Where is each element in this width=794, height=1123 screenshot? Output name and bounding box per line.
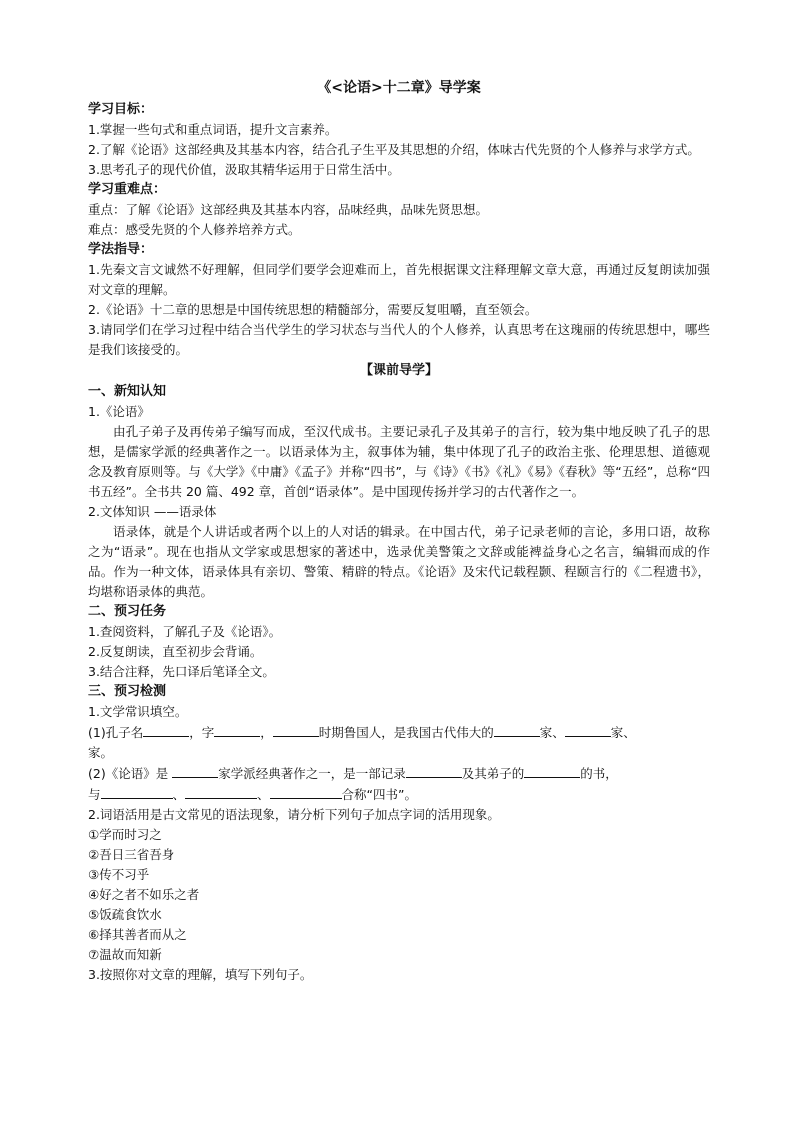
fill-blank[interactable] <box>406 763 462 778</box>
fill-blank[interactable] <box>524 763 580 778</box>
q2-item: ③传不习乎 <box>88 867 150 882</box>
q1a-text: 时期鲁国人，是我国古代伟大的 <box>318 725 494 740</box>
q1b-text: 与 <box>88 787 101 802</box>
q1b-text: 的书， <box>580 766 618 781</box>
q1b-text: 家学派经典著作之一，是一部记录 <box>218 766 406 781</box>
fill-blank[interactable] <box>273 722 319 737</box>
fill-blank[interactable] <box>101 784 173 799</box>
key-point-item: 重点：了解《论语》这部经典及其基本内容，品味经典，品味先贤思想。 <box>88 202 489 217</box>
q2-item: ④好之者不如乐之者 <box>88 887 200 902</box>
goal-item: 2.了解《论语》这部经典及其基本内容，结合孔子生平及其思想的介绍，体味古代先贤的个人修养与求学方式。 <box>88 142 700 157</box>
q2-title: 2.词语活用是古文常见的语法现象，请分析下列句子加点字词的活用现象。 <box>88 807 500 822</box>
q2-item: ②吾日三省吾身 <box>88 847 175 862</box>
sub1-title: 1.《论语》 <box>88 404 150 419</box>
q1b-text: 合称“四书”。 <box>341 787 417 802</box>
pre-study-heading: 【课前导学】 <box>359 363 438 378</box>
q1-part-a <box>88 722 710 763</box>
section2-heading: 二、预习任务 <box>88 604 167 619</box>
q1a-text: ， <box>260 725 273 740</box>
q1a-text: (1)孔子名 <box>88 725 144 740</box>
method-item: 2.《论语》十二章的思想是中国传统思想的精髓部分，需要反复咀嚼，直至领会。 <box>88 302 538 317</box>
q1-part-b <box>88 763 710 805</box>
sub2-title: 2.文体知识 ——语录体 <box>88 504 217 519</box>
q1a-text: 家、 <box>539 725 565 740</box>
fill-blank[interactable] <box>270 784 342 799</box>
methods-heading: 学法指导： <box>88 242 154 257</box>
fill-blank[interactable] <box>143 722 189 737</box>
q2-item: ⑤饭疏食饮水 <box>88 907 162 922</box>
goal-item: 3.思考孔子的现代价值，汲取其精华运用于日常生活中。 <box>88 162 400 177</box>
q3-title: 3.按照你对文章的理解，填写下列句子。 <box>88 967 313 982</box>
fill-blank[interactable] <box>494 722 540 737</box>
q1b-text: 及其弟子的 <box>461 766 525 781</box>
q1b-text: (2)《论语》是 <box>88 766 173 781</box>
document-page <box>88 78 710 985</box>
method-item: 1.先秦文言文诚然不好理解，但同学们要学会迎难而上，首先根据课文注释理解文章大意，再通过反复朗读加强对文章的理解。 <box>88 262 710 297</box>
sub1-text: 由孔子弟子及再传弟子编写而成，至汉代成书。主要记录孔子及其弟子的言行，较为集中地反映了孔子的思想，是儒家学派的经典著作之一。以语录体为主，叙事体为辅，集中体现了孔子的政治主张、伦理思想、道德观念及教育原则等。与《大学》《中庸》《孟子》并称“四书”，与《诗》《书》《礼》《易》《春秋》等“五经”，总称“四书五经”。全书共 20 篇、492 章，首创“语录体”。是中国现传扬并学习的古代著作之一。 <box>88 424 710 499</box>
goals-heading: 学习目标： <box>88 102 154 117</box>
goal-item: 1.掌握一些句式和重点词语，提升文言素养。 <box>88 122 338 137</box>
fill-blank[interactable] <box>185 784 257 799</box>
section1-heading: 一、新知认知 <box>88 384 167 399</box>
task-item: 2.反复朗读，直至初步会背诵。 <box>88 644 263 659</box>
key-points-heading: 学习重难点： <box>88 182 167 197</box>
q1a-text: 家、 <box>610 725 636 740</box>
fill-blank[interactable] <box>565 722 611 737</box>
q2-item: ⑦温故而知新 <box>88 947 162 962</box>
task-item: 3.结合注释，先口译后笔译全文。 <box>88 664 275 679</box>
q2-item: ⑥择其善者而从之 <box>88 927 187 942</box>
q2-item: ①学而时习之 <box>88 827 162 842</box>
method-item: 3.请同学们在学习过程中结合当代学生的学习状态与当代人的个人修养，认真思考在这瑰丽的传统思想中，哪些是我们该接受的。 <box>88 322 710 357</box>
fill-blank[interactable] <box>172 763 218 778</box>
doc-title: 《<论语>十二章》导学案 <box>317 80 481 96</box>
task-item: 1.查阅资料，了解孔子及《论语》。 <box>88 624 282 639</box>
key-point-item: 难点：感受先贤的个人修养培养方式。 <box>88 222 301 237</box>
fill-blank[interactable] <box>214 722 260 737</box>
sub2-text: 语录体，就是个人讲话或者两个以上的人对话的辑录。在中国古代，弟子记录老师的言论，多用口语，故称之为“语录”。现在也指从文学家或思想家的著述中，选录优美警策之文辞或能裨益身心之名言，编辑而成的作品。作为一种文体，语录体具有亲切、警策、精辟的特点。《论语》及宋代记载程颢、程颐言行的《二程遗书》，均堪称语录体的典范。 <box>88 524 710 599</box>
q1a-text: 家。 <box>88 745 114 760</box>
q1-title: 1.文学常识填空。 <box>88 704 188 719</box>
q1a-text: ，字 <box>189 725 215 740</box>
q1b-text: 、 <box>172 787 186 802</box>
section3-heading: 三、预习检测 <box>88 684 167 699</box>
q1b-text: 、 <box>257 787 270 802</box>
